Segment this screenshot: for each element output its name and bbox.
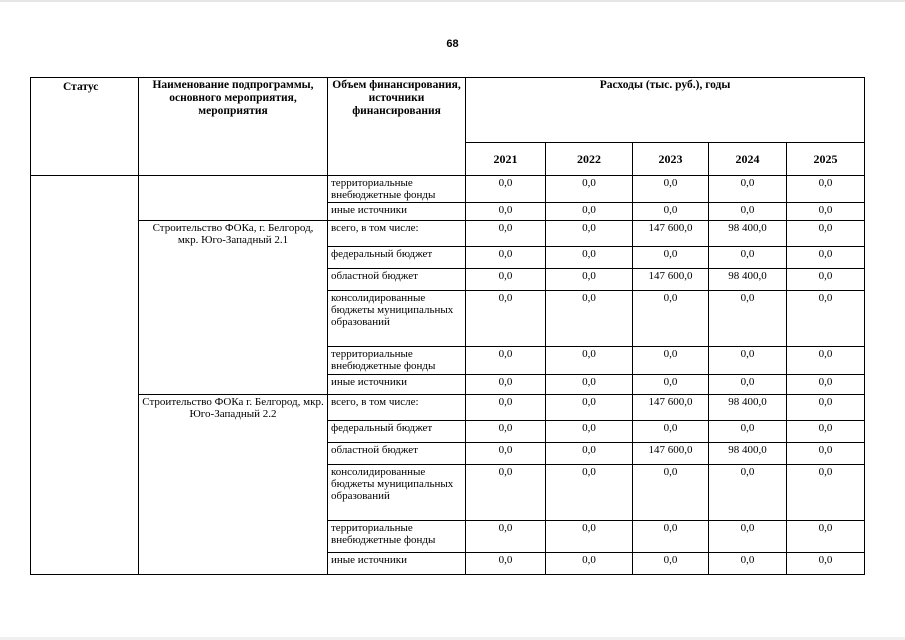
amount-cell: 0,0 [466,375,546,395]
amount-cell: 0,0 [787,421,865,443]
amount-cell: 0,0 [466,291,546,347]
amount-cell: 0,0 [787,375,865,395]
funding-source-cell: консолидированные бюджеты муниципальных образований [328,291,466,347]
header-year: 2024 [709,143,787,176]
amount-cell: 0,0 [787,291,865,347]
funding-source-cell: федеральный бюджет [328,247,466,269]
funding-source-cell: консолидированные бюджеты муниципальных образований [328,465,466,521]
funding-source-cell: территориальные внебюджетные фонды [328,347,466,375]
amount-cell: 0,0 [633,347,709,375]
amount-cell: 0,0 [633,176,709,203]
scan-top-edge [0,0,905,2]
amount-cell: 0,0 [633,553,709,575]
amount-cell: 147 600,0 [633,443,709,465]
header-year: 2021 [466,143,546,176]
amount-cell: 0,0 [787,521,865,553]
amount-cell: 0,0 [546,443,633,465]
page-number: 68 [446,38,459,50]
header-status: Статус [31,78,139,176]
header-year: 2023 [633,143,709,176]
amount-cell: 0,0 [546,203,633,221]
amount-cell: 98 400,0 [709,221,787,247]
amount-cell: 0,0 [787,203,865,221]
amount-cell: 0,0 [546,421,633,443]
amount-cell: 0,0 [466,521,546,553]
amount-cell: 0,0 [709,291,787,347]
amount-cell: 0,0 [546,347,633,375]
amount-cell: 0,0 [787,465,865,521]
amount-cell: 0,0 [466,443,546,465]
header-volume: Объем финансирования, источники финансирования [328,78,466,176]
funding-source-cell: всего, в том числе: [328,221,466,247]
amount-cell: 0,0 [633,203,709,221]
amount-cell: 0,0 [787,443,865,465]
budget-table [30,77,865,575]
amount-cell: 0,0 [546,553,633,575]
amount-cell: 98 400,0 [709,443,787,465]
amount-cell: 0,0 [709,203,787,221]
status-cell [31,176,139,575]
amount-cell: 0,0 [466,421,546,443]
amount-cell: 0,0 [633,465,709,521]
funding-source-cell: федеральный бюджет [328,421,466,443]
amount-cell: 0,0 [546,375,633,395]
amount-cell: 0,0 [546,221,633,247]
amount-cell: 0,0 [709,247,787,269]
amount-cell: 0,0 [546,247,633,269]
amount-cell: 0,0 [546,395,633,421]
funding-source-cell: областной бюджет [328,443,466,465]
funding-source-cell: территориальные внебюджетные фонды [328,176,466,203]
funding-source-cell: иные источники [328,553,466,575]
amount-cell: 0,0 [633,247,709,269]
amount-cell: 0,0 [466,347,546,375]
amount-cell: 0,0 [709,176,787,203]
funding-source-cell: всего, в том числе: [328,395,466,421]
funding-source-cell: областной бюджет [328,269,466,291]
amount-cell: 0,0 [787,221,865,247]
amount-cell: 147 600,0 [633,269,709,291]
amount-cell: 0,0 [466,269,546,291]
amount-cell: 0,0 [709,521,787,553]
amount-cell: 0,0 [466,203,546,221]
amount-cell: 0,0 [546,465,633,521]
funding-source-cell: территориальные внебюджетные фонды [328,521,466,553]
header-year: 2022 [546,143,633,176]
funding-source-cell: иные источники [328,203,466,221]
amount-cell: 0,0 [546,521,633,553]
amount-cell: 0,0 [787,176,865,203]
header-year: 2025 [787,143,865,176]
amount-cell: 0,0 [709,347,787,375]
amount-cell: 147 600,0 [633,221,709,247]
amount-cell: 0,0 [546,269,633,291]
amount-cell: 0,0 [633,421,709,443]
amount-cell: 0,0 [787,395,865,421]
amount-cell: 0,0 [709,553,787,575]
amount-cell: 0,0 [466,247,546,269]
amount-cell: 0,0 [709,421,787,443]
amount-cell: 0,0 [546,291,633,347]
amount-cell: 0,0 [546,176,633,203]
amount-cell: 0,0 [787,269,865,291]
amount-cell: 0,0 [633,521,709,553]
activity-name-cell: Строительство ФОКа, г. Белгород, мкр. Юго-Западный 2.1 [139,221,328,395]
header-expenses: Расходы (тыс. руб.), годы [466,78,865,143]
amount-cell: 0,0 [787,553,865,575]
amount-cell: 0,0 [466,395,546,421]
table-row [31,395,865,421]
table-body [31,176,865,575]
funding-source-cell: иные источники [328,375,466,395]
amount-cell: 0,0 [709,375,787,395]
header-name: Наименование подпрограммы, основного мероприятия, мероприятия [139,78,328,176]
table-row [31,176,865,203]
activity-name-cell: Строительство ФОКа г. Белгород, мкр. Юго-Западный 2.2 [139,395,328,575]
amount-cell: 0,0 [633,375,709,395]
amount-cell: 0,0 [466,221,546,247]
amount-cell: 0,0 [466,553,546,575]
amount-cell: 147 600,0 [633,395,709,421]
amount-cell: 0,0 [787,247,865,269]
amount-cell: 0,0 [466,465,546,521]
amount-cell: 0,0 [709,465,787,521]
amount-cell: 98 400,0 [709,269,787,291]
amount-cell: 98 400,0 [709,395,787,421]
activity-name-cell [139,176,328,221]
table-row [31,221,865,247]
amount-cell: 0,0 [633,291,709,347]
amount-cell: 0,0 [466,176,546,203]
amount-cell: 0,0 [787,347,865,375]
